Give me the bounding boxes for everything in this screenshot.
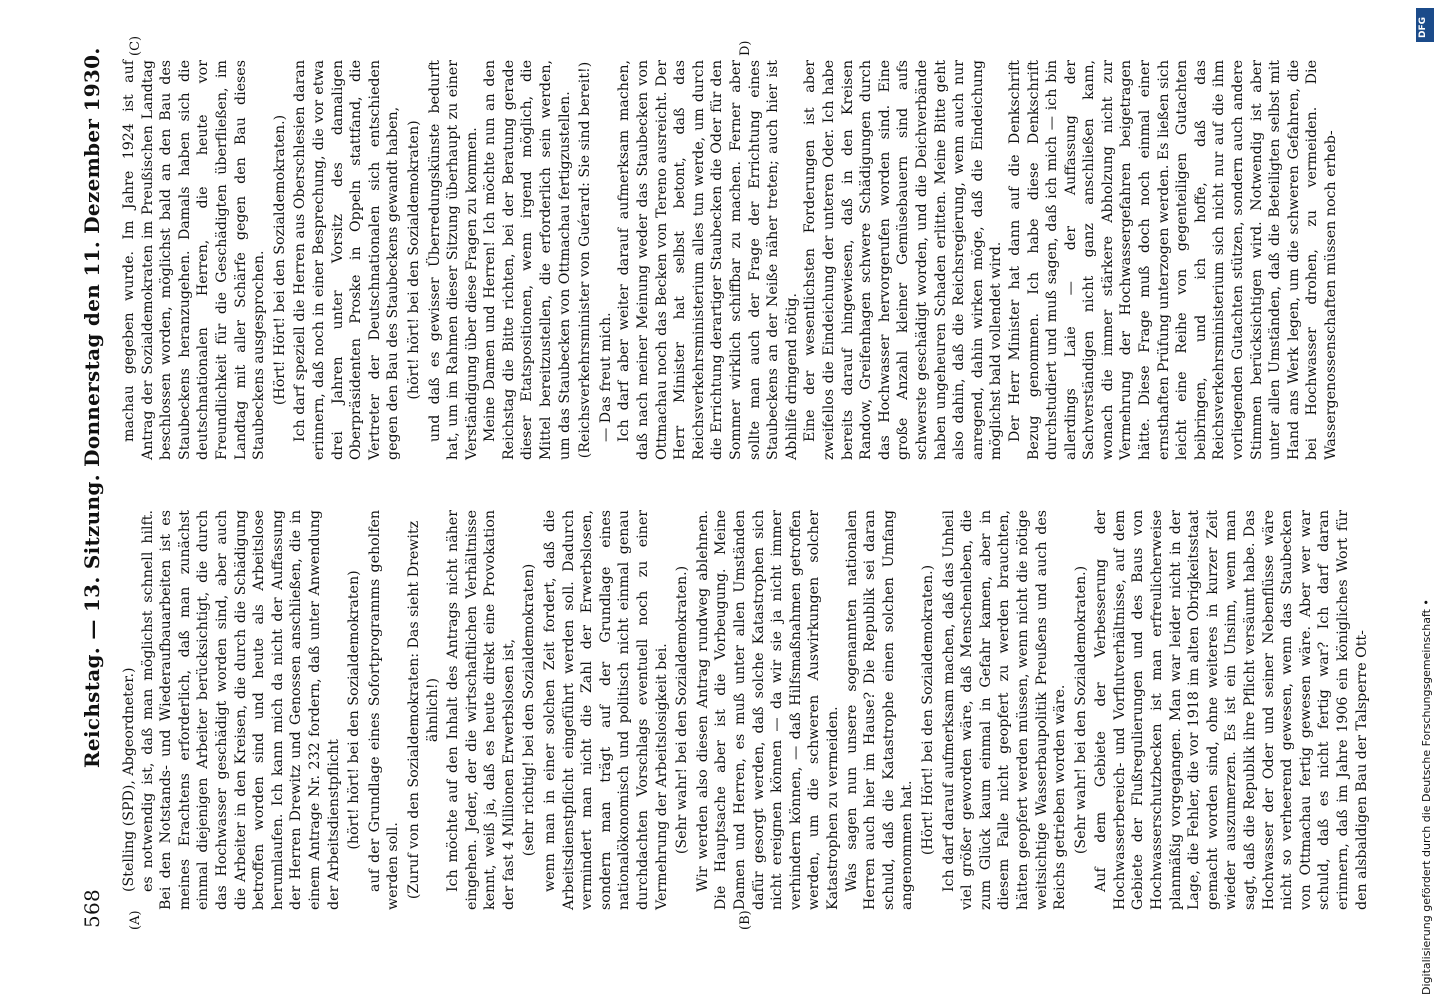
margin-mark-b: (B) [738,910,753,930]
paragraph: und daß es gewisser Überredungskünste bedurft hat, um im Rahmen dieser Sitzung überhaupt zu einer Verständigung über diese Fragen zu kommen. [426,60,480,460]
paragraph: Was sagen nun unsere sogenannten nationalen Herren auch hier im Hause? Die Republik sei daran schuld, daß die Katastrophe einen solchen Umfang angenommen hat. [843,510,916,910]
interjection: (Reichsverkehrsminister von Guérard: Sie sind bereit!) [577,61,594,459]
margin-mark-d: D) [738,40,753,56]
paragraph: Ich möchte auf den Inhalt des Antrags nicht näher eingehen. Jeder, der die wirtschaftlichen Verhältnisse kennt, weiß ja, daß es heute direkt eine Provokation der fast 4 Millionen Erwerbslosen ist, [445,510,517,910]
interjection: (hört! hört! bei den Sozialdemokraten) [346,570,363,850]
paragraph: Eine der wesentlichsten Forderungen ist aber zweifellos die Eindeichung der unteren Oder. Ich habe bereits darauf hingewiesen, daß in den Kreisen Randow, Greifenhagen schwere Schädigungen durch das Hochwasser hervorgerufen worden sind. Eine große Anzahl kleiner Gemüsebauern sind aufs schwerste geschädigt worden, und die Deichverbände haben ungeheuren Schaden erlitten. Meine Bitte geht also dahin, daß die Reichsregierung, wenn auch nur anregend, dahin wirken möge, daß die Eindeichung möglichst bald vollendet wird. [802,60,1005,460]
interjection: (sehr richtig! bei den Sozialdemokraten) [521,563,538,857]
interjection: (Hört! Hört! bei den Sozialdemokraten.) [919,564,936,856]
paragraph: Der Herr Minister hat dann auf die Denkschrift Bezug genommen. Ich habe diese Denkschrift durchstudiert und muß sagen, daß ich mich — ich bin allerdings Laie — der Auffassung der Sachverständigen nicht ganz anschließen kann, wonach die immer stärkere Abholzung nicht zur Vermehrung der Hochwassergefahren beigetragen hätte. Diese Frage muß doch noch einmal einer ernsthaften Prüfung unterzogen werden. Es ließen sich leicht eine Reihe von gegenteiligen Gutachten beibringen, und ich hoffe, daß das Reichsverkehrsministerium sich nicht nur auf die ihm vorliegenden Gutachten stützen, sondern auch andere Stimmen berücksichtigen wird. Notwendig ist aber unter allen Umständen, daß die Beteiligten selbst mit Hand ans Werk legen, um die schweren Gefahren, die bei Hochwasser drohen, zu vermeiden. Die Wassergenossenschaften müssen noch erheb- [1006,60,1339,460]
paragraph: Ich darf speziell die Herren aus Oberschlesien daran erinnern, daß noch in einer Besprechung, die vor etwa drei Jahren unter Vorsitz des damaligen Oberpräsidenten Proske in Oppeln stattfand, die Vertreter der Deutschnationalen sich entschieden gegen den Bau des Staubeckens gewandt haben, [292,60,402,460]
left-column [120,510,1370,910]
dfg-logo: DFG [1416,8,1434,42]
interjection: (Zuruf von den Sozialdemokraten: Das sieht Drewitz ähnlich!) [405,520,441,900]
paragraph: Wir werden also diesen Antrag rundweg ablehnen. Die Hauptsache aber ist die Vorbeugung. Meine Damen und Herren, es muß unter allen Umständen dafür gesorgt werden, daß solche Katastrophen sich nicht ereignen können — da wir sie ja nicht immer verhindern können, — daß Hilfsmaßnahmen getroffen werden, um die schweren Auswirkungen solcher Katastrophen zu vermeiden. [694,510,841,910]
right-column [120,60,1339,460]
paragraph: auf der Grundlage eines Sofortprogramms geholfen werden soll. [366,510,402,910]
paragraph: Meine Damen und Herren! Ich möchte nun an den Reichstag die Bitte richten, bei der Beratung gerade dieser Etatspositionen, wenn irgend möglich, die Mittel bereitzustellen, die erforderlich sein werden, um das Staubecken von Ottmachau fertigzustellen. [482,60,573,460]
interjection: (Hört! Hört! bei den Sozialdemokraten.) [271,114,288,406]
paragraph: — Das freut mich. [597,312,614,442]
page-number: 568 [80,888,104,928]
paragraph: es notwendig ist, daß man möglichst schnell hilft. Bei den Notstands- und Wiederaufbauarbeiten ist es meines Erachtens erforderlich, daß man zunächst einmal diejenigen Arbeiter berücksichtigt, die durch das Hochwasser geschädigt worden sind, aber auch die Arbeiter in den Kreisen, die durch die Schädigung betroffen worden sind und heute als Arbeitslose herumlaufen. Ich kann mich da nicht der Auffassung der Herren Drewitz und Genossen anschließen, die in einem Antrage Nr. 232 fordern, daß unter Anwendung der Arbeitsdienstpflicht [139,510,342,910]
page-header [80,47,108,928]
paragraph: Auf dem Gebiete der Verbesserung der Hochwasserbereich- und Vorflutverhältnisse, auf dem Gebiete der Flußregulierungen und des Baus von Hochwasserschutzbecken ist man erfreulicherweise planmäßig vorgegangen. Man war leider nicht in der Lage, die Fehler, die vor 1918 im alten Obrigkeitsstaat gemacht worden sind, ohne weiteres in kurzer Zeit wieder auszumerzen. Es ist ein Unsinn, wenn man sagt, daß die Republik ihre Pflicht versäumt habe. Das Hochwasser der Oder und seiner Nebenflüsse wäre nicht so verheerend gewesen, wenn das Staubecken von Ottmachau fertig gewesen wäre. Aber wer war schuld, daß es nicht fertig war? Ich darf daran erinnern, daß im Jahre 1906 ein königliches Wort für den alsbaldigen Bau der Talsperre Ott- [1093,510,1370,910]
digitization-credit: Digitalisierung gefördert durch die Deutsche Forschungsgemeinschaft • [1420,599,1433,995]
paragraph: machau gegeben wurde. Im Jahre 1924 ist auf Antrag der Sozialdemokraten im Preußischen Landtag beschlossen worden, möglichst bald an den Bau des Staubeckens heranzugehen. Damals haben sich die deutschnationalen Herren, die heute vor Freundlichkeit für die Geschädigten überfließen, im Landtag mit aller Schärfe gegen den Bau dieses Staubeckens ausgesprochen. [121,60,268,460]
interjection: (Sehr wahr! bei den Sozialdemokraten.) [674,565,691,855]
paragraph: (Stelling (SPD), Abgeordneter.) [121,667,137,892]
margin-mark-c: (C) [128,35,143,56]
interjection: (hört! hört! bei den Sozialdemokraten) [405,120,422,400]
page-title: Reichstag. — 13. Sitzung. Donnerstag den 11. Dezember 1930. [80,47,104,768]
paragraph: wenn man in einer solchen Zeit fordert, daß die Arbeitsdienstpflicht eingeführt werden soll. Dadurch vermindert man nicht die Zahl der Erwerbslosen, sondern man trägt auf der Grundlage eines nationalökonomisch und politisch nicht einmal genau durchdachten Vorschlags eventuell noch zu einer Vermehrung der Arbeitslosigkeit bei. [542,510,670,910]
interjection: (Sehr wahr! bei den Sozialdemokraten.) [1072,565,1089,855]
paragraph: Ich darf darauf aufmerksam machen, daß das Unheil viel größer geworden wäre, daß Menschenleben, die zum Glück kaum einmal in Gefahr kamen, aber in diesem Falle nicht geopfert zu werden brauchten, hätten geopfert werden müssen, wenn nicht die nötige weitsichtige Wasserbaupolitik Preußens und auch des Reichs getrieben worden wäre. [940,510,1069,910]
margin-mark-a: (A) [128,910,143,930]
paragraph: Ich darf aber weiter darauf aufmerksam machen, daß nach meiner Meinung weder das Staubecken von Ottmachau noch das Becken von Tereno ausreicht. Der Herr Minister hat selbst betont, daß das Reichsverkehrsministerium alles tun werde, um durch die Errichtung derartiger Staubecken die Oder für den Sommer wirklich schiffbar zu machen. Ferner aber sollte man auch der Frage der Errichtung eines Staubeckens an der Neiße näher treten; auch hier ist Abhilfe dringend nötig. [616,60,800,460]
